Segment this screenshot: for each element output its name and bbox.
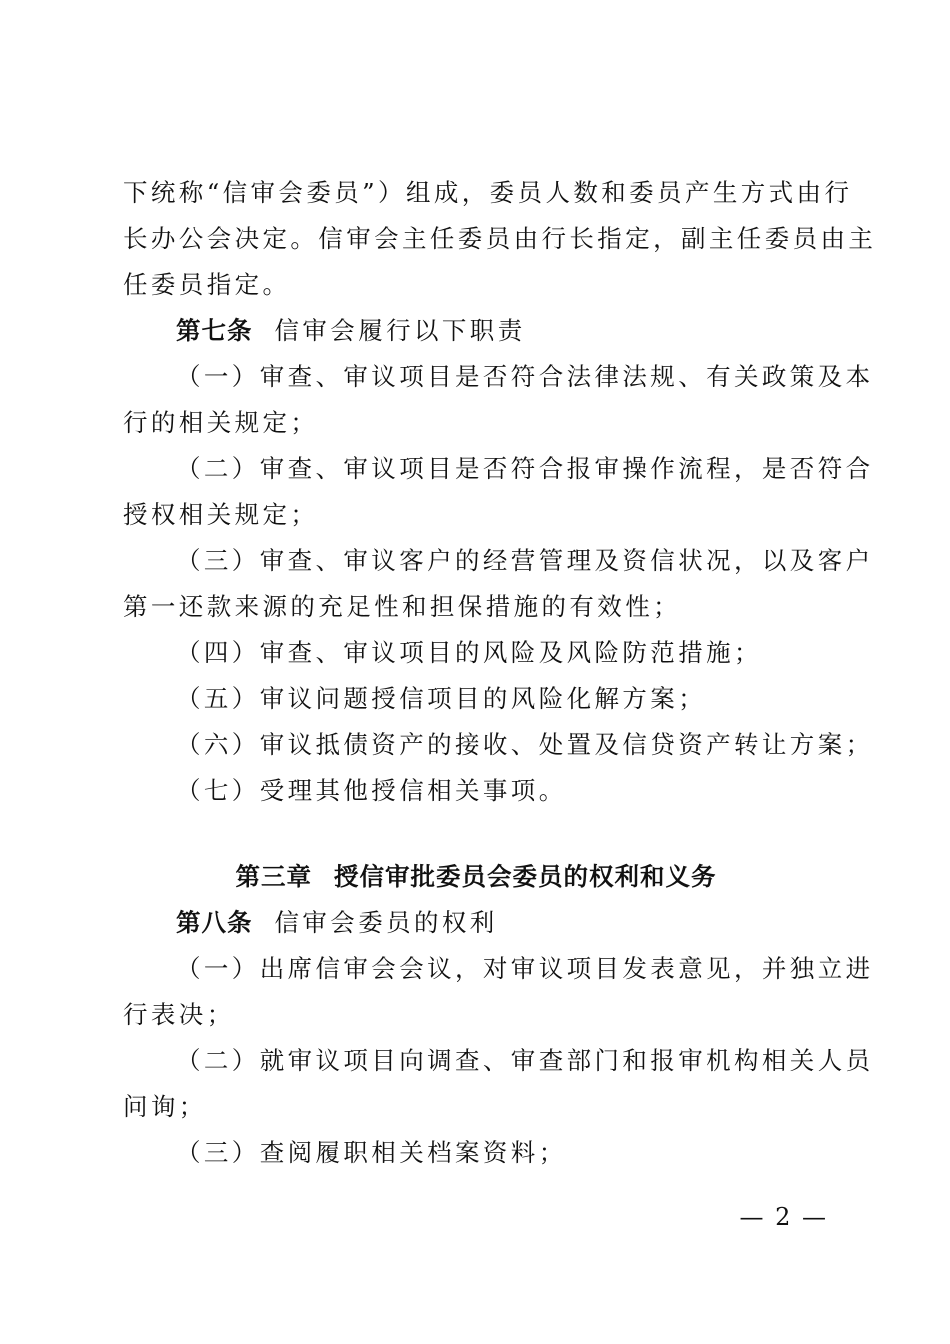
item-first-line: （三）审查、审议客户的经营管理及资信状况，以及客户	[176, 546, 874, 575]
article-7-label: 第七条	[176, 316, 253, 345]
intro-line: 长办公会决定。信审会主任委员由行长指定，副主任委员由主	[123, 224, 877, 253]
article-8-item: （三）查阅履职相关档案资料；	[176, 1138, 567, 1167]
item-continuation: 行的相关规定；	[123, 408, 319, 437]
article-7-item	[123, 354, 874, 446]
intro-line: 任委员指定。	[123, 270, 291, 299]
article-7-item	[123, 446, 874, 538]
article-8-item	[123, 946, 874, 1038]
article-7-item: （五）审议问题授信项目的风险化解方案；	[176, 684, 707, 713]
item-first-line: （一）出席信审会会议，对审议项目发表意见，并独立进	[176, 954, 874, 983]
article-8-item	[123, 1038, 874, 1130]
article-8-heading	[123, 900, 829, 946]
item-first-line: （二）就审议项目向调查、审查部门和报审机构相关人员	[176, 1046, 874, 1075]
intro-paragraph	[123, 170, 877, 308]
intro-line: 下统称“信审会委员”）组成，委员人数和委员产生方式由行	[123, 178, 853, 207]
article-7-item: （六）审议抵债资产的接收、处置及信贷资产转让方案；	[176, 730, 874, 759]
article-8-title: 信审会委员的权利	[274, 908, 498, 937]
article-7-item	[123, 538, 874, 630]
item-continuation: 第一还款来源的充足性和担保措施的有效性；	[123, 592, 681, 621]
page-number: — 2 —	[739, 1203, 828, 1231]
item-first-line: （一）审查、审议项目是否符合法律法规、有关政策及本	[176, 362, 874, 391]
article-7-item: （七）受理其他授信相关事项。	[176, 776, 567, 805]
chapter-3-heading	[123, 814, 829, 900]
article-8-label: 第八条	[176, 908, 253, 937]
article-7-item: （四）审查、审议项目的风险及风险防范措施；	[176, 638, 762, 667]
chapter-3-number: 第三章	[235, 862, 312, 891]
article-7-heading	[123, 308, 829, 354]
document-body	[123, 170, 877, 1176]
article-7-title: 信审会履行以下职责	[274, 316, 526, 345]
chapter-3-title: 授信审批委员会委员的权利和义务	[334, 862, 717, 891]
item-first-line: （二）审查、审议项目是否符合报审操作流程，是否符合	[176, 454, 874, 483]
item-continuation: 问询；	[123, 1092, 207, 1121]
item-continuation: 授权相关规定；	[123, 500, 319, 529]
item-continuation: 行表决；	[123, 1000, 235, 1029]
